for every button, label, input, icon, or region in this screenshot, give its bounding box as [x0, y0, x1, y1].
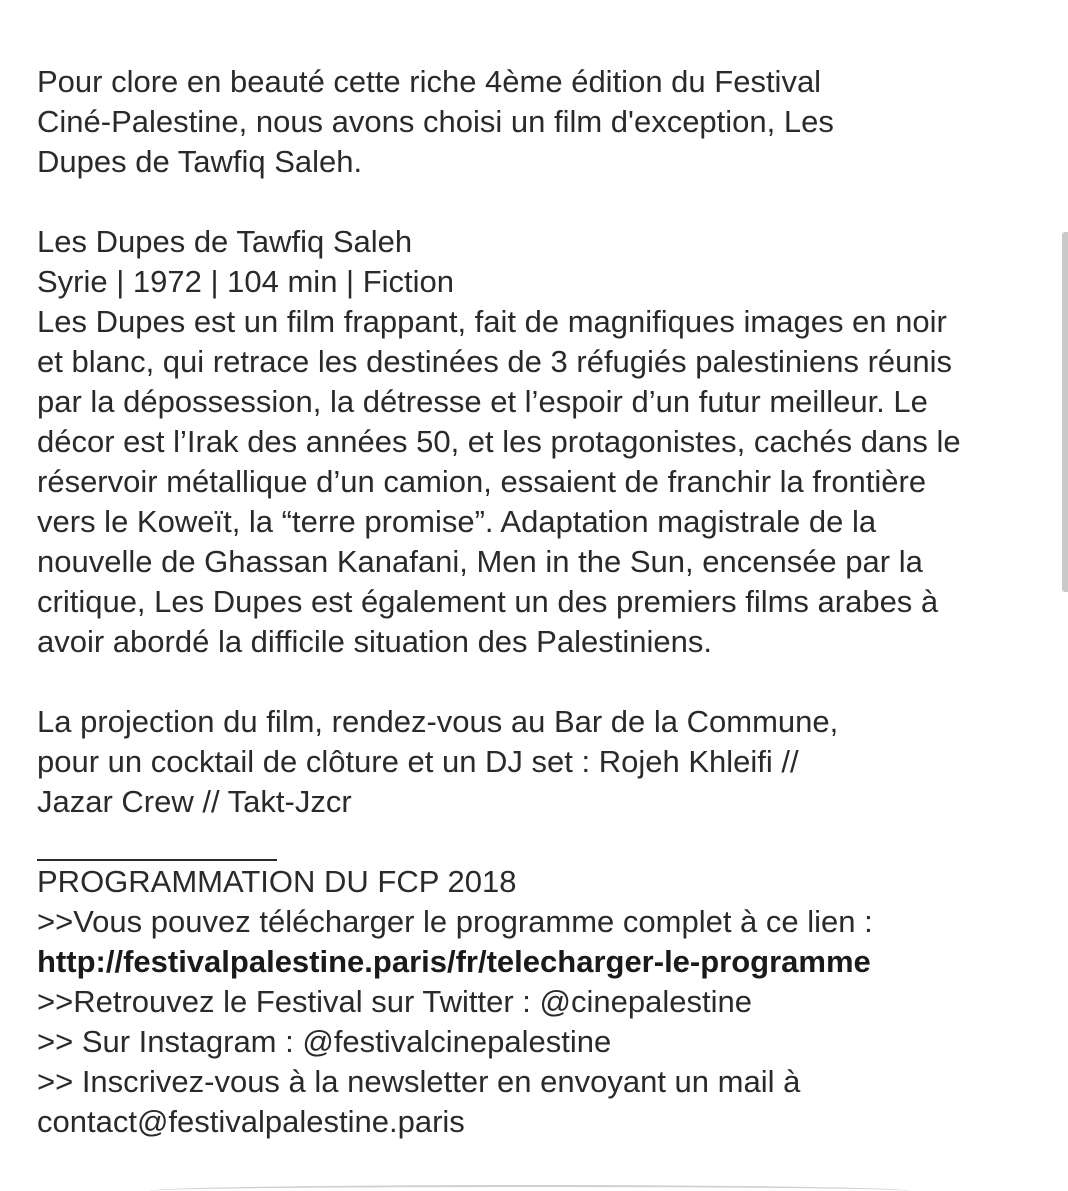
contact-email[interactable]: contact@festivalpalestine.paris — [37, 1104, 465, 1139]
closing-event-line: La projection du film, rendez-vous au Bar de la Commune, — [37, 704, 839, 739]
twitter-text: >>Retrouvez le Festival sur Twitter : @cinepalestine — [37, 984, 752, 1019]
post-body — [37, 62, 1047, 1142]
scrollbar-thumb[interactable] — [1062, 232, 1068, 592]
intro-line: Ciné-Palestine, nous avons choisi un film d'exception, Les — [37, 104, 834, 139]
download-text: >>Vous pouvez télécharger le programme complet à ce lien : — [37, 904, 873, 939]
synopsis-line: et blanc, qui retrace les destinées de 3 réfugiés palestiniens réunis — [37, 344, 953, 379]
paragraph-gap — [37, 662, 1047, 702]
program-download-link[interactable]: http://festivalpalestine.paris/fr/telecharger-le-programme — [37, 944, 871, 979]
closing-event-line: pour un cocktail de clôture et un DJ set : Rojeh Khleifi // — [37, 744, 799, 779]
film-meta: Syrie | 1972 | 104 min | Fiction — [37, 264, 455, 299]
paragraph-gap — [37, 182, 1047, 222]
bottom-edge-indicator — [150, 1185, 910, 1191]
closing-event-line: Jazar Crew // Takt-Jzcr — [37, 784, 352, 819]
intro-line: Pour clore en beauté cette riche 4ème édition du Festival — [37, 64, 822, 99]
program-heading: PROGRAMMATION DU FCP 2018 — [37, 864, 517, 899]
synopsis-line: nouvelle de Ghassan Kanafani, Men in the Sun, encensée par la — [37, 544, 923, 579]
synopsis-line: réservoir métallique d’un camion, essaient de franchir la frontière — [37, 464, 927, 499]
film-title: Les Dupes de Tawfiq Saleh — [37, 224, 413, 259]
separator-rule — [37, 859, 277, 861]
synopsis-line: par la dépossession, la détresse et l’espoir d’un futur meilleur. Le — [37, 384, 928, 419]
synopsis-line: vers le Koweït, la “terre promise”. Adaptation magistrale de la — [37, 504, 877, 539]
synopsis-line: critique, Les Dupes est également un des premiers films arabes à — [37, 584, 939, 619]
instagram-text: >> Sur Instagram : @festivalcinepalestine — [37, 1024, 612, 1059]
intro-line: Dupes de Tawfiq Saleh. — [37, 144, 363, 179]
synopsis-line: décor est l’Irak des années 50, et les protagonistes, cachés dans le — [37, 424, 961, 459]
synopsis-line: Les Dupes est un film frappant, fait de magnifiques images en noir — [37, 304, 947, 339]
newsletter-text: >> Inscrivez-vous à la newsletter en envoyant un mail à — [37, 1064, 801, 1099]
synopsis-line: avoir abordé la difficile situation des Palestiniens. — [37, 624, 712, 659]
